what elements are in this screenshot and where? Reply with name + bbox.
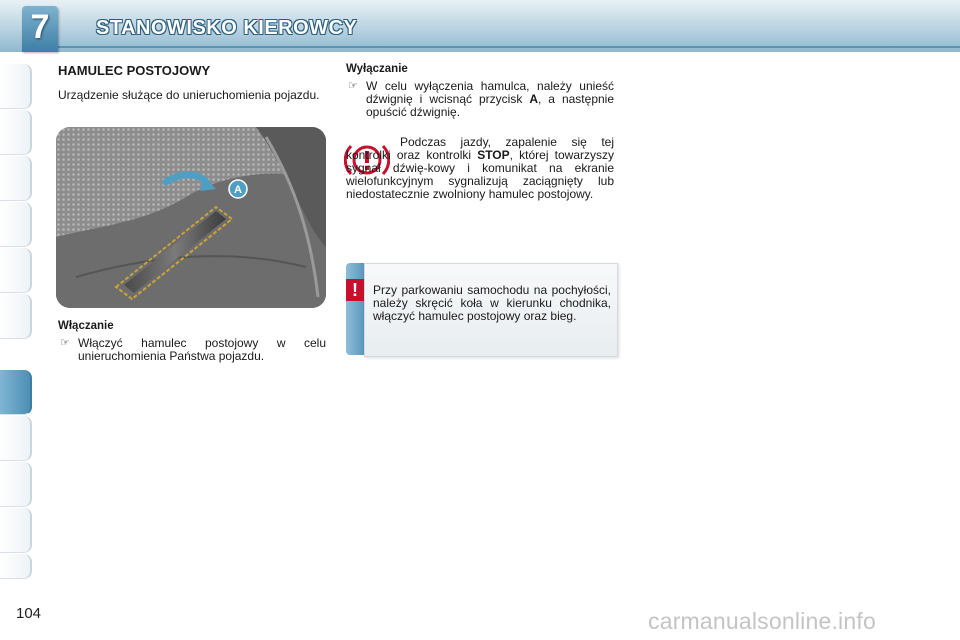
side-tab-7-active[interactable]	[0, 370, 32, 415]
parking-note	[346, 263, 616, 355]
side-tab-10[interactable]	[0, 508, 32, 553]
warning-stop: STOP	[477, 148, 510, 162]
chapter-side-tabs	[0, 64, 34, 584]
side-tab-3[interactable]	[0, 156, 32, 201]
release-heading: Wyłączanie	[346, 63, 408, 75]
release-bullet	[348, 79, 614, 119]
parking-brake-photo	[56, 127, 326, 308]
section-intro: Urządzenie służące do unieruchomienia pojazdu.	[58, 88, 320, 102]
page-number: 104	[16, 605, 42, 622]
warning-text-after: , której towarzyszy sygnał dźwię-kowy i komunikat na ekranie wielofunkcyjnym sygnalizują zaciągnięty lub niedostatecznie zwolniony hamulec postojowy.	[346, 148, 614, 201]
warning-text-before: Podczas jazdy, zapalenie się tej kontrolki oraz kontrolki	[346, 135, 614, 162]
watermark: carmanualsonline.info	[648, 608, 876, 634]
side-tab-9[interactable]	[0, 462, 32, 507]
release-button-a: A	[529, 92, 538, 106]
side-tab-8[interactable]	[0, 416, 32, 461]
warning-text	[346, 136, 614, 201]
exclamation-icon: !	[346, 279, 364, 301]
side-tab-6[interactable]	[0, 294, 32, 339]
chapter-title: STANOWISKO KIEROWCY	[96, 17, 358, 39]
note-box	[364, 263, 618, 357]
side-tab-11[interactable]	[0, 554, 32, 579]
hand-pointer-icon: ☞	[60, 337, 70, 349]
chapter-number: 7	[30, 8, 50, 46]
engage-heading: Włączanie	[58, 320, 114, 332]
side-tab-4[interactable]	[0, 202, 32, 247]
release-text-before: W celu wyłączenia hamulca, należy unieść dźwignię i wcisnąć przycisk	[366, 79, 614, 106]
engage-text: Włączyć hamulec postojowy w celu unieruchomienia Państwa pojazdu.	[78, 336, 326, 363]
section-title: HAMULEC POSTOJOWY	[58, 63, 211, 78]
parking-brake-illustration	[56, 127, 326, 308]
header-divider	[48, 46, 960, 48]
release-text-after: , a następnie opuścić dźwignię.	[366, 92, 614, 119]
note-text: Przy parkowaniu samochodu na pochyłości, należy skręcić koła w kierunku chodnika, włączyć hamulec postojowy oraz bieg.	[373, 283, 611, 323]
side-tab-5[interactable]	[0, 248, 32, 293]
side-tab-2[interactable]	[0, 110, 32, 155]
note-accent-bar	[346, 263, 364, 355]
hand-pointer-icon: ☞	[348, 80, 358, 92]
side-tab-1[interactable]	[0, 64, 32, 109]
engage-bullet	[60, 336, 326, 363]
button-a-label: A	[234, 184, 242, 196]
